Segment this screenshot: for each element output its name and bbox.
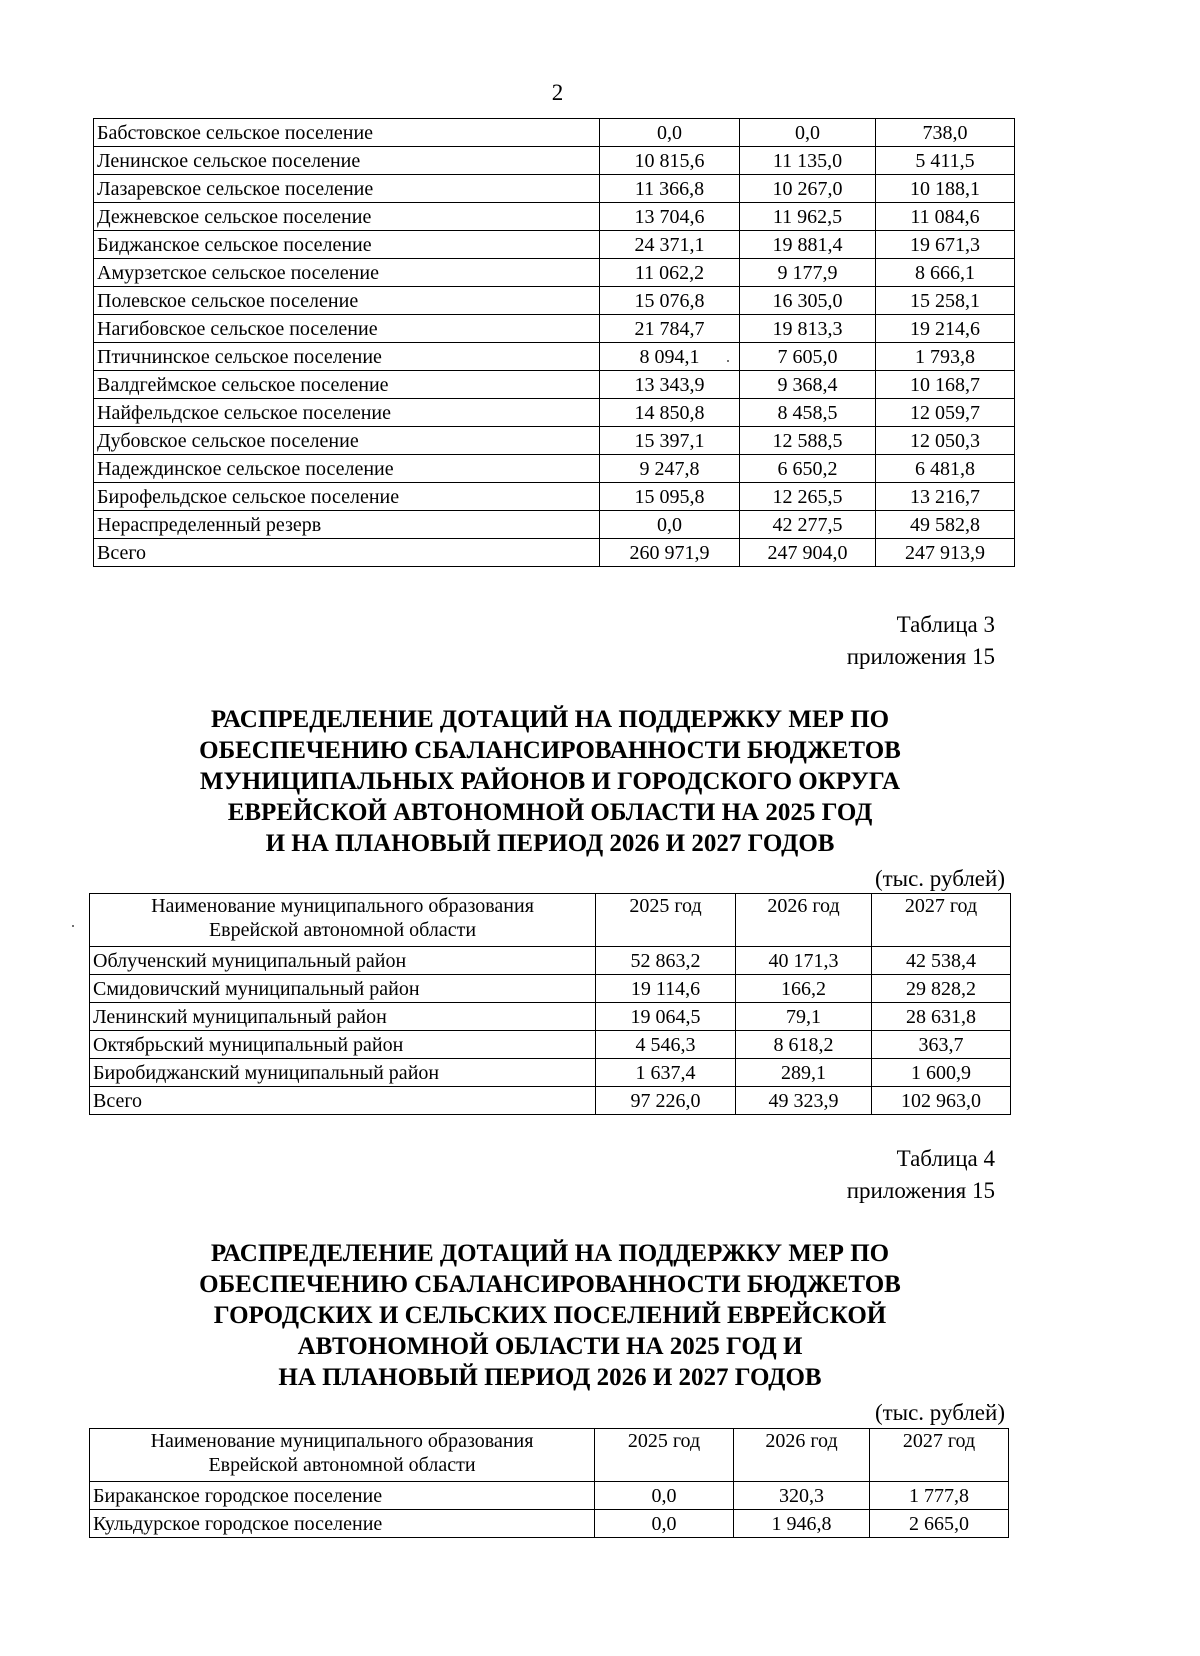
value-2027-cell: 13 216,7 [876, 483, 1015, 511]
value-2026-cell: 320,3 [734, 1482, 870, 1510]
value-2026-cell: 1 946,8 [734, 1510, 870, 1538]
row-name-cell: Надеждинское сельское поселение [94, 455, 600, 483]
table-row [94, 427, 1015, 455]
table-3-body [90, 947, 1011, 1115]
value-2027-cell: 738,0 [876, 119, 1015, 147]
scan-speck [727, 360, 729, 362]
value-2027-cell: 12 059,7 [876, 399, 1015, 427]
table-header-row [90, 894, 1011, 947]
table-row [94, 203, 1015, 231]
value-2027-cell: 1 777,8 [870, 1482, 1009, 1510]
table-row [94, 511, 1015, 539]
table-row [94, 315, 1015, 343]
value-2027-cell: 29 828,2 [872, 975, 1011, 1003]
row-name-cell: Всего [90, 1087, 596, 1115]
table-row [90, 1087, 1011, 1115]
scan-speck [72, 925, 74, 927]
header-name-line: Еврейской автономной области [208, 919, 477, 941]
title-line: И НА ПЛАНОВЫЙ ПЕРИОД 2026 И 2027 ГОДОВ [265, 830, 835, 857]
table-3-caption [847, 609, 995, 673]
row-name-cell: Нагибовское сельское поселение [94, 315, 600, 343]
title-line: РАСПРЕДЕЛЕНИЕ ДОТАЦИЙ НА ПОДДЕРЖКУ МЕР ПО [210, 706, 890, 733]
value-2025-cell: 15 076,8 [600, 287, 740, 315]
row-name-cell: Биджанское сельское поселение [94, 231, 600, 259]
value-2027-cell: 2 665,0 [870, 1510, 1009, 1538]
value-2027-cell: 1 793,8 [876, 343, 1015, 371]
table-row [94, 483, 1015, 511]
header-name-line: Наименование муниципального образования [151, 895, 534, 917]
value-2025-cell: 0,0 [600, 119, 740, 147]
row-name-cell: Бабстовское сельское поселение [94, 119, 600, 147]
row-name-cell: Нераспределенный резерв [94, 511, 600, 539]
title-line: МУНИЦИПАЛЬНЫХ РАЙОНОВ И ГОРОДСКОГО ОКРУГА [199, 768, 901, 795]
value-2026-cell: 247 904,0 [740, 539, 876, 567]
table-row [94, 343, 1015, 371]
value-2026-cell: 166,2 [736, 975, 872, 1003]
row-name-cell: Дежневское сельское поселение [94, 203, 600, 231]
value-2027-cell: 363,7 [872, 1031, 1011, 1059]
value-2026-cell: 49 323,9 [736, 1087, 872, 1115]
table-4-title [90, 1238, 1010, 1393]
header-2026: 2026 год [734, 1429, 870, 1482]
table-row [94, 175, 1015, 203]
title-line: ОБЕСПЕЧЕНИЮ СБАЛАНСИРОВАННОСТИ БЮДЖЕТОВ [199, 737, 901, 764]
header-name-line: Еврейской автономной области [208, 1454, 476, 1476]
table-row [94, 287, 1015, 315]
value-2025-cell: 19 064,5 [596, 1003, 736, 1031]
table-row [90, 1059, 1011, 1087]
row-name-cell: Биробиджанский муниципальный район [90, 1059, 596, 1087]
value-2026-cell: 10 267,0 [740, 175, 876, 203]
value-2025-cell: 0,0 [595, 1482, 734, 1510]
value-2026-cell: 289,1 [736, 1059, 872, 1087]
value-2025-cell: 24 371,1 [600, 231, 740, 259]
header-2027: 2027 год [872, 894, 1011, 947]
value-2027-cell: 5 411,5 [876, 147, 1015, 175]
row-name-cell: Октябрьский муниципальный район [90, 1031, 596, 1059]
value-2027-cell: 28 631,8 [872, 1003, 1011, 1031]
value-2026-cell: 19 813,3 [740, 315, 876, 343]
value-2027-cell: 1 600,9 [872, 1059, 1011, 1087]
row-name-cell: Лазаревское сельское поселение [94, 175, 600, 203]
value-2026-cell: 79,1 [736, 1003, 872, 1031]
table-4-appendix: приложения 15 [846, 1178, 995, 1203]
value-2025-cell: 1 637,4 [596, 1059, 736, 1087]
value-2027-cell: 10 168,7 [876, 371, 1015, 399]
row-name-cell: Кульдурское городское поселение [90, 1510, 595, 1538]
value-2027-cell: 6 481,8 [876, 455, 1015, 483]
page-number: 2 [551, 80, 564, 105]
title-line: ЕВРЕЙСКОЙ АВТОНОМНОЙ ОБЛАСТИ НА 2025 ГОД [227, 799, 873, 826]
table-row [90, 1031, 1011, 1059]
table-row [94, 147, 1015, 175]
value-2026-cell: 6 650,2 [740, 455, 876, 483]
value-2026-cell: 9 368,4 [740, 371, 876, 399]
value-2025-cell: 19 114,6 [596, 975, 736, 1003]
value-2025-cell: 13 704,6 [600, 203, 740, 231]
value-2025-cell: 0,0 [600, 511, 740, 539]
value-2025-cell: 97 226,0 [596, 1087, 736, 1115]
value-2026-cell: 9 177,9 [740, 259, 876, 287]
value-2027-cell: 42 538,4 [872, 947, 1011, 975]
table-4-number: Таблица 4 [896, 1146, 995, 1171]
value-2025-cell: 13 343,9 [600, 371, 740, 399]
value-2025-cell: 0,0 [595, 1510, 734, 1538]
row-name-cell: Валдгеймское сельское поселение [94, 371, 600, 399]
value-2027-cell: 49 582,8 [876, 511, 1015, 539]
value-2025-cell: 21 784,7 [600, 315, 740, 343]
row-name-cell: Амурзетское сельское поселение [94, 259, 600, 287]
table-3-appendix: приложения 15 [846, 644, 995, 669]
row-name-cell: Дубовское сельское поселение [94, 427, 600, 455]
table-row [94, 231, 1015, 259]
table-3-title [90, 704, 1010, 859]
title-line: НА ПЛАНОВЫЙ ПЕРИОД 2026 И 2027 ГОДОВ [278, 1364, 822, 1391]
value-2026-cell: 11 962,5 [740, 203, 876, 231]
table-2-body [94, 119, 1015, 567]
table-row [90, 1003, 1011, 1031]
table-4-body [90, 1482, 1009, 1538]
value-2027-cell: 15 258,1 [876, 287, 1015, 315]
value-2026-cell: 19 881,4 [740, 231, 876, 259]
table-4 [89, 1428, 1009, 1538]
row-name-cell: Птичнинское сельское поселение [94, 343, 600, 371]
table-row [90, 975, 1011, 1003]
value-2025-cell: 14 850,8 [600, 399, 740, 427]
row-name-cell: Облученский муниципальный район [90, 947, 596, 975]
header-2026: 2026 год [736, 894, 872, 947]
title-line: АВТОНОМНОЙ ОБЛАСТИ НА 2025 ГОД И [297, 1333, 803, 1360]
value-2025-cell: 10 815,6 [600, 147, 740, 175]
row-name-cell: Бирофельдское сельское поселение [94, 483, 600, 511]
title-line: ГОРОДСКИХ И СЕЛЬСКИХ ПОСЕЛЕНИЙ ЕВРЕЙСКОЙ [213, 1302, 887, 1329]
value-2026-cell: 11 135,0 [740, 147, 876, 175]
value-2027-cell: 10 188,1 [876, 175, 1015, 203]
table-row [94, 455, 1015, 483]
value-2025-cell: 9 247,8 [600, 455, 740, 483]
table-row [94, 119, 1015, 147]
table-row [90, 1482, 1009, 1510]
table-header-row [90, 1429, 1009, 1482]
row-name-cell: Бираканское городское поселение [90, 1482, 595, 1510]
value-2027-cell: 19 671,3 [876, 231, 1015, 259]
title-line: РАСПРЕДЕЛЕНИЕ ДОТАЦИЙ НА ПОДДЕРЖКУ МЕР ПО [210, 1240, 890, 1267]
value-2026-cell: 42 277,5 [740, 511, 876, 539]
value-2026-cell: 0,0 [740, 119, 876, 147]
value-2027-cell: 11 084,6 [876, 203, 1015, 231]
row-name-cell: Всего [94, 539, 600, 567]
value-2025-cell: 52 863,2 [596, 947, 736, 975]
table-2-continued [93, 118, 1015, 567]
header-name-line: Наименование муниципального образования [150, 1430, 534, 1452]
table-row [94, 399, 1015, 427]
value-2026-cell: 8 618,2 [736, 1031, 872, 1059]
table-4-caption [847, 1143, 995, 1207]
table-3-number: Таблица 3 [896, 612, 995, 637]
value-2027-cell: 12 050,3 [876, 427, 1015, 455]
value-2027-cell: 247 913,9 [876, 539, 1015, 567]
table-3 [89, 893, 1011, 1115]
value-2025-cell: 11 366,8 [600, 175, 740, 203]
value-2025-cell: 8 094,1 [600, 343, 740, 371]
value-2026-cell: 40 171,3 [736, 947, 872, 975]
row-name-cell: Смидовичский муниципальный район [90, 975, 596, 1003]
value-2027-cell: 102 963,0 [872, 1087, 1011, 1115]
table-row [90, 947, 1011, 975]
value-2025-cell: 15 095,8 [600, 483, 740, 511]
table-row [94, 539, 1015, 567]
row-name-cell: Ленинское сельское поселение [94, 147, 600, 175]
table-row [94, 371, 1015, 399]
value-2026-cell: 7 605,0 [740, 343, 876, 371]
row-name-cell: Ленинский муниципальный район [90, 1003, 596, 1031]
header-2025: 2025 год [595, 1429, 734, 1482]
header-name-cell [90, 1429, 595, 1482]
table-4-units: (тыс. рублей) [874, 1400, 1005, 1425]
value-2027-cell: 8 666,1 [876, 259, 1015, 287]
value-2027-cell: 19 214,6 [876, 315, 1015, 343]
table-row [90, 1510, 1009, 1538]
value-2025-cell: 260 971,9 [600, 539, 740, 567]
row-name-cell: Найфельдское сельское поселение [94, 399, 600, 427]
value-2025-cell: 11 062,2 [600, 259, 740, 287]
header-2025: 2025 год [596, 894, 736, 947]
table-row [94, 259, 1015, 287]
value-2026-cell: 12 588,5 [740, 427, 876, 455]
header-2027: 2027 год [870, 1429, 1009, 1482]
header-name-cell [90, 894, 596, 947]
value-2025-cell: 4 546,3 [596, 1031, 736, 1059]
value-2025-cell: 15 397,1 [600, 427, 740, 455]
value-2026-cell: 8 458,5 [740, 399, 876, 427]
table-3-units: (тыс. рублей) [874, 866, 1005, 891]
value-2026-cell: 12 265,5 [740, 483, 876, 511]
title-line: ОБЕСПЕЧЕНИЮ СБАЛАНСИРОВАННОСТИ БЮДЖЕТОВ [199, 1271, 901, 1298]
value-2026-cell: 16 305,0 [740, 287, 876, 315]
row-name-cell: Полевское сельское поселение [94, 287, 600, 315]
